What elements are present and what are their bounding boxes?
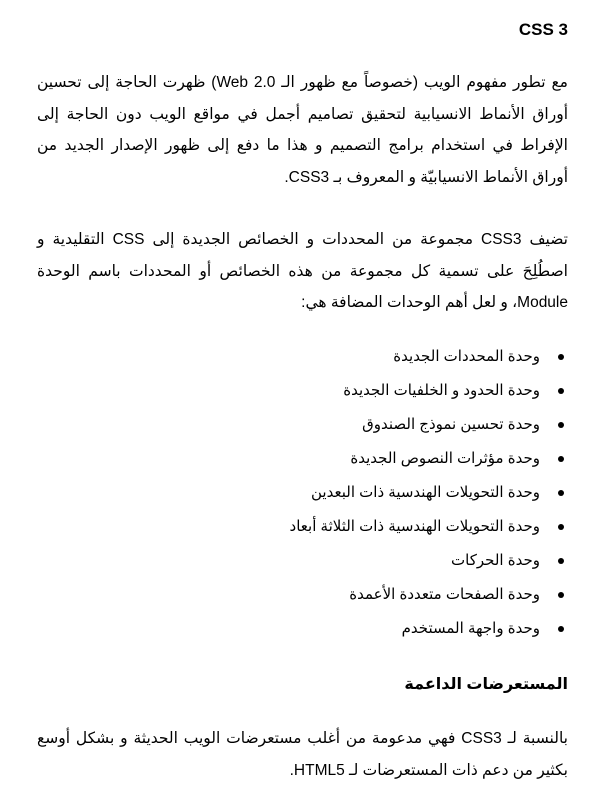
browsers-section-heading: المستعرضات الداعمة	[404, 676, 568, 693]
list-item	[37, 340, 540, 374]
bullet-icon	[558, 592, 564, 598]
list-item-label: وحدة واجهة المستخدم	[401, 620, 540, 637]
list-item	[37, 374, 540, 408]
list-item-label: وحدة التحويلات الهندسية ذات البعدين	[311, 484, 540, 501]
list-item	[37, 578, 540, 612]
bullet-icon	[558, 456, 564, 462]
list-item	[37, 510, 540, 544]
list-item-label: وحدة مؤثرات النصوص الجديدة	[350, 450, 540, 467]
bullet-icon	[558, 422, 564, 428]
list-item	[37, 442, 540, 476]
document-title: CSS 3	[518, 20, 568, 39]
browsers-paragraph: بالنسبة لـ CSS3 فهي مدعومة من أغلب مستعرضات الويب الحديثة و بشكل أوسع بكثير من دعم ذات المستعرضات لـ HTML5.	[37, 730, 568, 779]
list-item-label: وحدة المحددات الجديدة	[393, 348, 540, 365]
bullet-icon	[558, 626, 564, 632]
list-item	[37, 612, 540, 646]
list-item-label: وحدة الصفحات متعددة الأعمدة	[349, 586, 540, 603]
list-item	[37, 476, 540, 510]
bullet-icon	[558, 354, 564, 360]
bullet-icon	[558, 524, 564, 530]
list-item	[37, 544, 540, 578]
modules-list	[37, 340, 568, 646]
list-item-label: وحدة الحركات	[451, 552, 540, 569]
bullet-icon	[558, 558, 564, 564]
bullet-icon	[558, 388, 564, 394]
list-item-label: وحدة الحدود و الخلفيات الجديدة	[343, 382, 540, 399]
modules-intro-paragraph: تضيف CSS3 مجموعة من المحددات و الخصائص الجديدة إلى CSS التقليدية و اصطُلِحَ على تسمية كل مجموعة من هذه الخصائص أو المحددات باسم الوحدة Module، و لعل أهم الوحدات المضافة هي:	[37, 231, 568, 311]
list-item	[37, 408, 540, 442]
list-item-label: وحدة التحويلات الهندسية ذات الثلاثة أبعاد	[289, 518, 540, 535]
intro-paragraph: مع تطور مفهوم الويب (خصوصاً مع ظهور الـ Web 2.0) ظهرت الحاجة إلى تحسين أوراق الأنماط الانسيابية لتحقيق تصاميم أجمل في مواقع الويب دون الحاجة إلى الإفراط في استخدام برامج التصميم و هذا ما دفع إلى ظهور الإصدار الجديد من أوراق الأنماط الانسيابيّة و المعروف بـ CSS3.	[37, 74, 568, 186]
list-item-label: وحدة تحسين نموذج الصندوق	[362, 416, 540, 433]
bullet-icon	[558, 490, 564, 496]
